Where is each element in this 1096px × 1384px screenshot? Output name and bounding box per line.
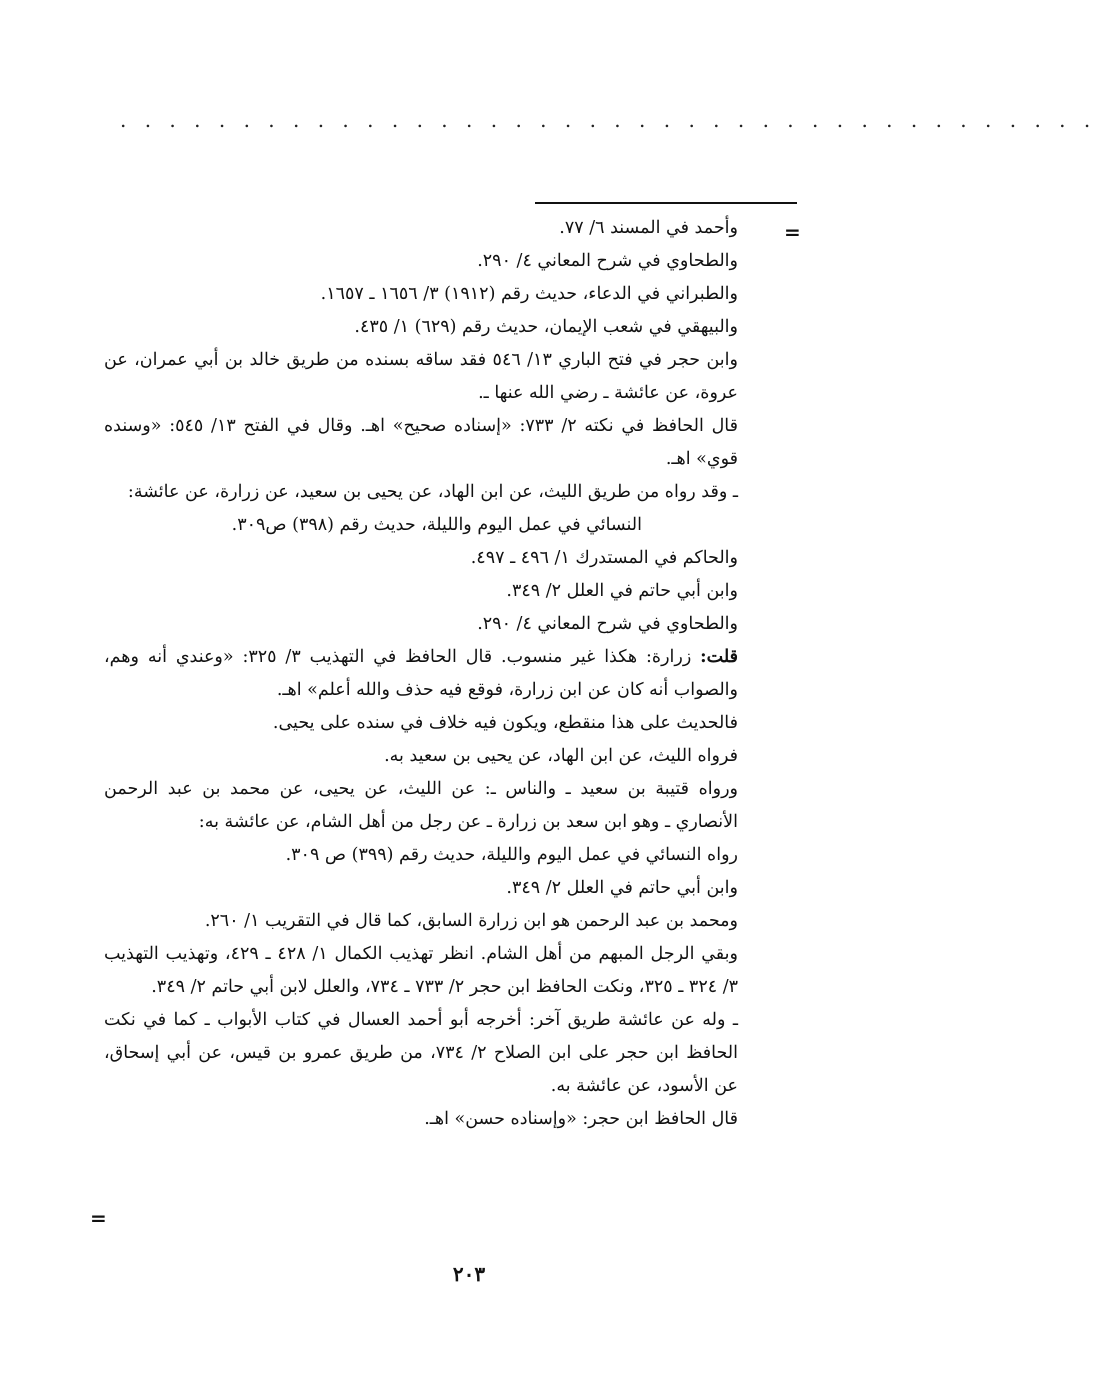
footnote-line: رواه النسائي في عمل اليوم والليلة، حديث رقم (٣٩٩) ص ٣٠٩.	[285, 845, 738, 865]
footnote-line: قال الحافظ في نكته ٢/ ٧٣٣: «إسناده صحيح» اهـ. وقال في الفتح ١٣/ ٥٤٥: «وسنده قوي» اهـ.	[104, 416, 738, 469]
footnote-line: والبيهقي في شعب الإيمان، حديث رقم (٦٢٩) ١/ ٤٣٥.	[354, 317, 738, 337]
section-separator-dots: . . . . . . . . . . . . . . . . . . . . . . . . . . . . . . . . . . . . . . . .	[120, 108, 1096, 132]
footnote-line: وابن أبي حاتم في العلل ٢/ ٣٤٩.	[506, 581, 738, 601]
footnote-line: والطحاوي في شرح المعاني ٤/ ٢٩٠.	[477, 614, 738, 634]
page-number: ٢٠٣	[452, 1262, 486, 1286]
footnote-rule	[535, 202, 797, 204]
footnote-line: والحاكم في المستدرك ١/ ٤٩٦ ـ ٤٩٧.	[470, 548, 738, 568]
continuation-mark-bottom: =	[90, 1206, 107, 1230]
footnote-line: وبقي الرجل المبهم من أهل الشام. انظر تهذيب الكمال ١/ ٤٢٨ ـ ٤٢٩، وتهذيب التهذيب ٣/ ٣٢٤ ـ ٣٢٥، ونكت الحافظ ابن حجر ٢/ ٧٣٣ ـ ٧٣٤، والعلل لابن أبي حاتم ٢/ ٣٤٩.	[104, 944, 738, 997]
footnote-line: وأحمد في المسند ٦/ ٧٧.	[559, 218, 738, 238]
footnote-line: والطحاوي في شرح المعاني ٤/ ٢٩٠.	[477, 251, 738, 271]
footnote-line: النسائي في عمل اليوم والليلة، حديث رقم (٣٩٨) ص٣٠٩.	[231, 515, 642, 535]
footnote-line: قال الحافظ ابن حجر: «وإسناده حسن» اهـ.	[424, 1109, 738, 1129]
footnote-line: قلت: زرارة: هكذا غير منسوب. قال الحافظ في التهذيب ٣/ ٣٢٥: «وعندي أنه وهم، والصواب أنه كان عن ابن زرارة، فوقع فيه حذف والله أعلم» اهـ.	[104, 647, 738, 700]
footnote-text	[104, 212, 738, 1136]
footnote-line: ومحمد بن عبد الرحمن هو ابن زرارة السابق، كما قال في التقريب ١/ ٢٦٠.	[204, 911, 738, 931]
qult-label: قلت:	[700, 647, 738, 667]
continuation-mark-top: =	[784, 220, 801, 244]
footnote-line: والطبراني في الدعاء، حديث رقم (١٩١٢) ٣/ ١٦٥٦ ـ ١٦٥٧.	[320, 284, 738, 304]
footnote-line: فالحديث على هذا منقطع، ويكون فيه خلاف في سنده على يحيى.	[272, 713, 738, 733]
footnote-line: وابن أبي حاتم في العلل ٢/ ٣٤٩.	[506, 878, 738, 898]
footnote-line: ورواه قتيبة بن سعيد ـ والناس ـ: عن الليث، عن يحيى، عن محمد بن عبد الرحمن الأنصاري ـ وهو ابن سعد بن زرارة ـ عن رجل من أهل الشام، عن عائشة به:	[104, 779, 738, 832]
footnote-line: فرواه الليث، عن ابن الهاد، عن يحيى بن سعيد به.	[384, 746, 738, 766]
footnote-line: ـ وقد رواه من طريق الليث، عن ابن الهاد، عن يحيى بن سعيد، عن زرارة، عن عائشة:	[127, 482, 738, 502]
footnote-line: وابن حجر في فتح الباري ١٣/ ٥٤٦ فقد ساقه بسنده من طريق خالد بن أبي عمران، عن عروة، عن عائشة ـ رضي الله عنها ـ.	[104, 350, 738, 403]
footnote-line: ـ وله عن عائشة طريق آخر: أخرجه أبو أحمد العسال في كتاب الأبواب ـ كما في نكت الحافظ ابن حجر على ابن الصلاح ٢/ ٧٣٤، من طريق عمرو بن قيس، عن أبي إسحاق، عن الأسود، عن عائشة به.	[104, 1010, 738, 1096]
